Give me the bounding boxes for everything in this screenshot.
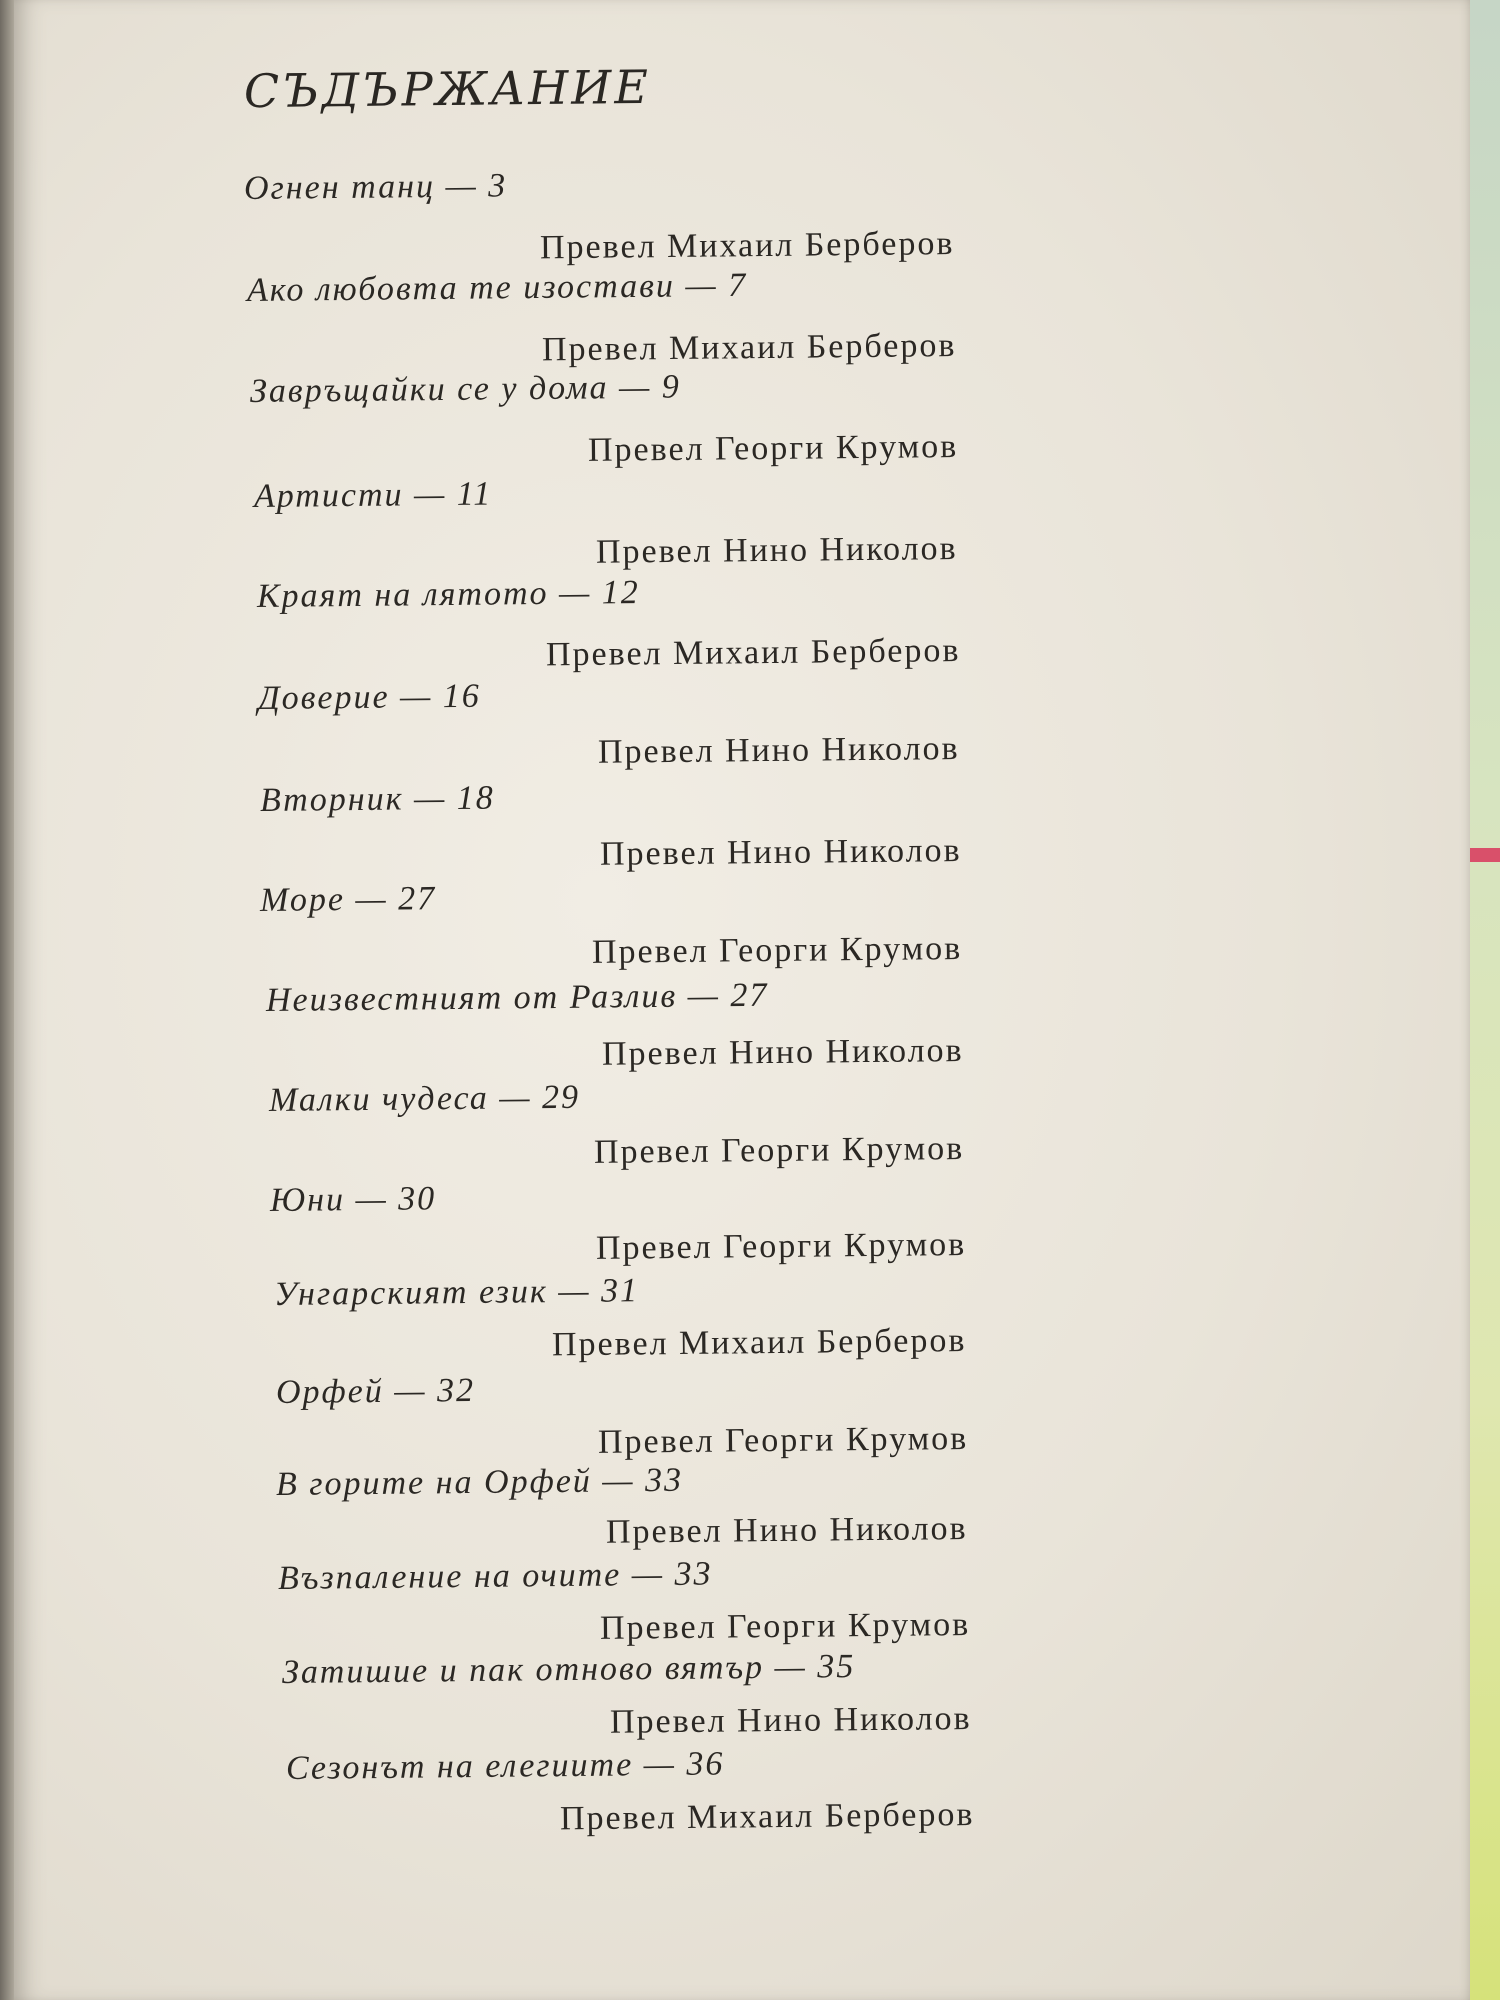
toc-entry-translator: Превел Михаил Берберов	[559, 1796, 975, 1838]
toc-entry-translator: Превел Нино Николов	[600, 832, 963, 873]
toc-entry-title: Завръщайки се у дома — 9	[249, 368, 681, 410]
toc-entry-translator: Превел Георги Крумов	[593, 1130, 965, 1171]
toc-entry-translator: Превел Нино Николов	[596, 530, 959, 571]
toc-entry-title: Малки чудеса — 29	[268, 1078, 581, 1119]
toc-entry-title: Огнен танц — 3	[243, 167, 508, 207]
toc-entry-translator: Превел Михаил Берберов	[539, 225, 955, 267]
toc-entry-title: Орфей — 32	[275, 1371, 476, 1411]
toc-entry-title: Затишие и пак отново вятър — 35	[281, 1647, 856, 1691]
toc-entry-title: Неизвестният от Разлив — 27	[265, 976, 769, 1019]
toc-entry-translator: Превел Нино Николов	[602, 1032, 965, 1073]
toc-entry-translator: Превел Георги Крумов	[591, 930, 963, 971]
toc-entry-translator: Превел Георги Крумов	[587, 428, 959, 469]
toc-entry-title: Краят на лятото — 12	[256, 573, 640, 615]
toc-entry-translator: Превел Михаил Берберов	[541, 327, 957, 369]
toc-entry-translator: Превел Михаил Берберов	[551, 1322, 967, 1364]
table-of-contents	[14, 0, 1470, 2000]
toc-entry-translator: Превел Нино Николов	[606, 1510, 969, 1551]
page-title: СЪДЪРЖАНИЕ	[243, 59, 652, 119]
toc-entry-translator: Превел Георги Крумов	[597, 1420, 969, 1461]
toc-entry-translator: Превел Нино Николов	[610, 1700, 973, 1741]
toc-entry-title: В горите на Орфей — 33	[275, 1461, 684, 1503]
toc-entry-translator: Превел Георги Крумов	[599, 1606, 971, 1647]
red-marker	[1468, 848, 1500, 862]
toc-entry-title: Юни — 30	[269, 1180, 437, 1219]
toc-entry-title: Възпаление на очите — 33	[277, 1555, 713, 1597]
toc-entry-title: Ако любовта те изостави — 7	[246, 266, 748, 309]
toc-entry-title: Доверие — 16	[257, 677, 481, 717]
toc-entry-title: Унгарският език — 31	[273, 1272, 640, 1313]
book-page	[14, 0, 1470, 2000]
toc-entry-translator: Превел Михаил Берберов	[545, 632, 961, 674]
toc-entry-translator: Превел Георги Крумов	[595, 1226, 967, 1267]
toc-entry-title: Артисти — 11	[253, 475, 493, 515]
toc-entry-title: Вторник — 18	[259, 779, 495, 819]
toc-entry-title: Море — 27	[259, 880, 437, 919]
toc-entry-title: Сезонът на елегиите — 36	[285, 1745, 725, 1787]
toc-entry-translator: Превел Нино Николов	[598, 730, 961, 771]
